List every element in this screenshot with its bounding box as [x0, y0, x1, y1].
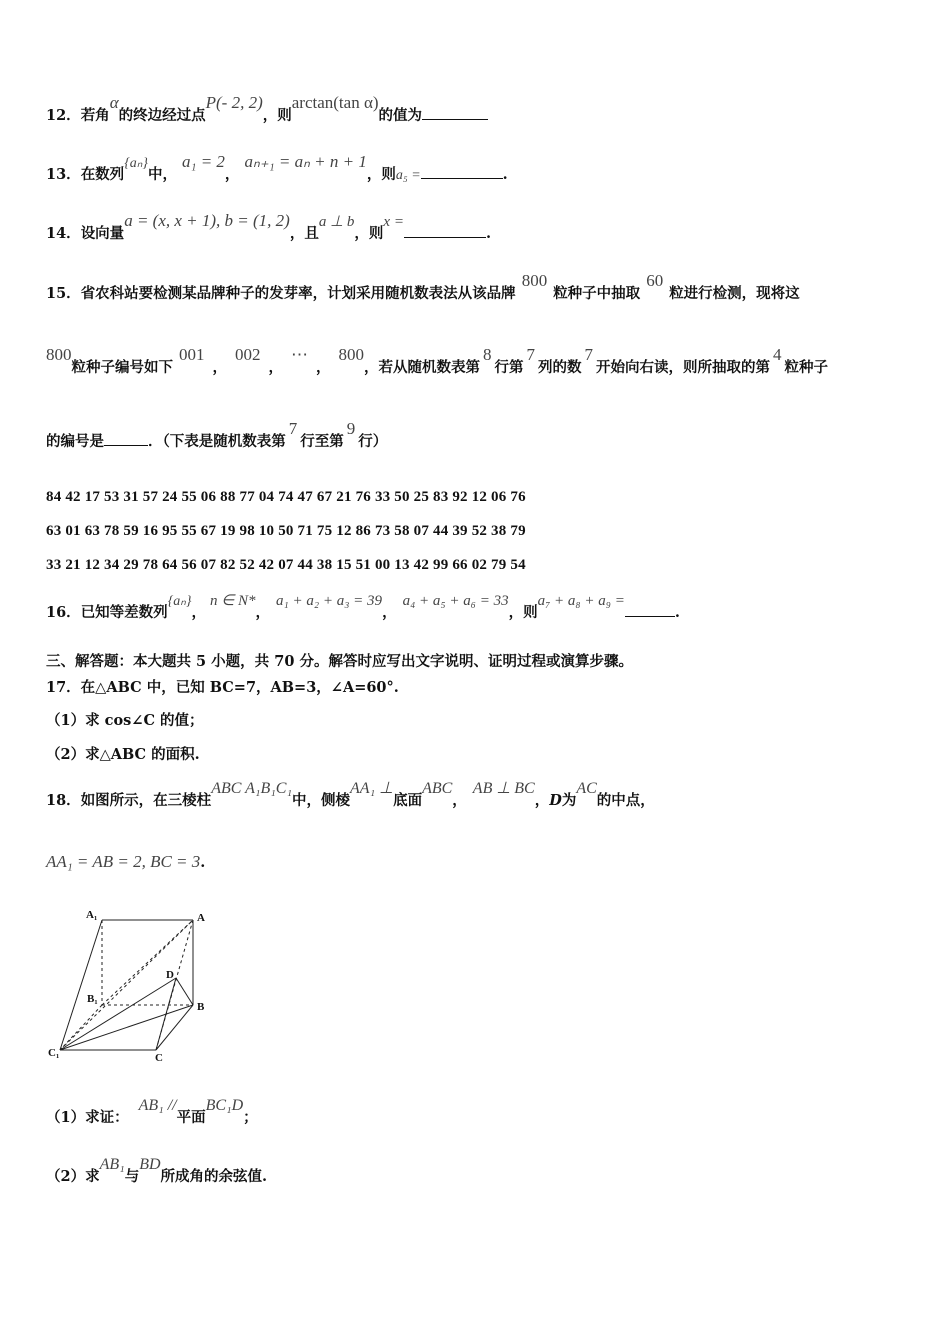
label-A1: A₁: [86, 909, 98, 921]
edge-AC: [156, 920, 193, 1050]
question-13: 13．在数列{aₙ}中， a₁ = 2， aₙ₊₁ = aₙ + n + 1，则a₅ = .: [46, 152, 508, 183]
q12-expr: arctan(tan α): [291, 93, 379, 112]
answer-blank: [421, 164, 503, 179]
answer-blank: [104, 431, 148, 446]
edge-B1A: [102, 920, 193, 1005]
edge-C1A: [60, 920, 193, 1050]
label-C1: C₁: [48, 1047, 60, 1059]
edge-A1C1: [60, 920, 102, 1050]
q12-alpha: α: [109, 93, 119, 112]
label-D: D: [166, 969, 174, 981]
question-16: 16．已知等差数列{aₙ}，n ∈ N*，a₁ + a₂ + a₃ = 39，a₄ + a₅ + a₆ = 33，则a₇ + a₈ + a₉ =.: [46, 593, 680, 621]
q13-seq: {aₙ}: [124, 156, 148, 171]
random-table-row: 33 21 12 34 29 78 64 56 07 82 52 42 07 44 38 15 51 00 13 42 99 66 02 79 54: [46, 557, 526, 573]
question-18-condition: AA₁ = AB = 2, BC = 3.: [46, 852, 206, 871]
question-14: 14．设向量a = (x, x + 1), b = (1, 2)，且a ⊥ b，则x =.: [46, 211, 492, 242]
random-table-row: 63 01 63 78 59 16 95 55 67 19 98 10 50 71 75 12 86 73 58 07 44 39 52 38 79: [46, 523, 526, 539]
question-18-part-2: （2）求AB₁与BD所成角的余弦值.: [46, 1156, 268, 1185]
question-18: 18．如图所示，在三棱柱ABC A₁B₁C₁中，侧棱AA₁ ⊥底面ABC，AB ⊥ BC，D为AC的中点，: [46, 780, 655, 809]
label-B1: B₁: [87, 993, 98, 1005]
q12-point: P(- 2, 2): [205, 93, 263, 112]
question-17-part-2: （2）求△ABC 的面积.: [46, 746, 200, 763]
question-15: 15．省农科站要检测某品牌种子的发芽率，计划采用随机数表法从该品牌800粒种子中抽取60粒进行检测，现将这: [46, 271, 800, 302]
question-17: 17．在△ABC 中，已知 BC=7，AB=3，∠A=60°.: [46, 679, 399, 696]
edge-C1B: [60, 1005, 193, 1050]
edge-DB: [176, 978, 193, 1005]
question-17-part-1: （1）求 cos∠C 的值；: [46, 712, 204, 729]
answer-blank: [625, 602, 675, 617]
q14-vectors: a = (x, x + 1), b = (1, 2): [124, 211, 290, 230]
question-15-line-3: 的编号是 ．（下表是随机数表第7行至第9行）: [46, 419, 388, 450]
section-3-heading: 三、解答题：本大题共 5 小题，共 70 分。解答时应写出文字说明、证明过程或演算步骤。: [46, 653, 633, 670]
question-12: 12．若角α的终边经过点P(- 2, 2)，则arctan(tan α)的值为: [46, 104, 488, 125]
answer-blank: [404, 223, 486, 238]
prism-figure: [40, 904, 220, 1064]
question-18-part-1: （1）求证：AB₁ //平面BC₁D；: [46, 1097, 258, 1126]
random-table-row: 84 42 17 53 31 57 24 55 06 88 77 04 74 47 67 21 76 33 50 25 83 92 12 06 76: [46, 489, 526, 505]
label-B: B: [197, 1001, 205, 1013]
question-15-line-2: 800粒种子编号如下001，002，⋯，800，若从随机数表第8行第7列的数7开始向右读，则所抽取的第4粒种子: [46, 345, 828, 376]
q12-number: 12．: [46, 107, 81, 124]
label-C: C: [155, 1052, 163, 1064]
answer-blank: [422, 105, 488, 120]
label-A: A: [197, 912, 205, 924]
